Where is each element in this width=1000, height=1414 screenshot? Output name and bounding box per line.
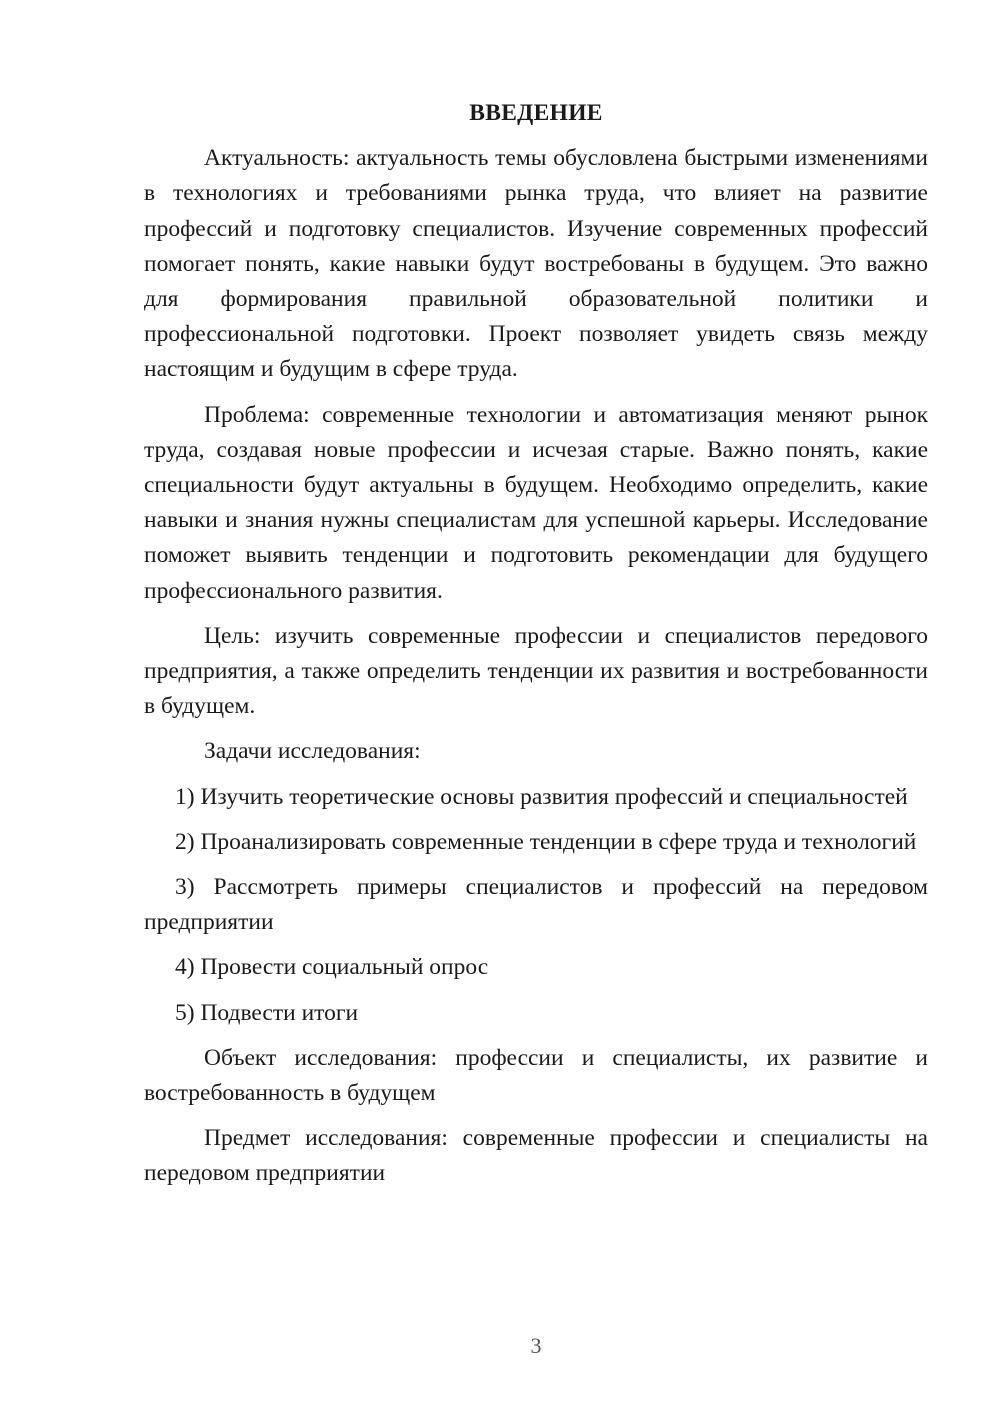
task-item-3: 3) Рассмотреть примеры специалистов и профессий на передовом предприятии [144, 874, 928, 936]
research-object-paragraph: Объект исследования: профессии и специалисты, их развитие и востребованность в будущем [144, 1044, 928, 1107]
tasks-heading: Задачи исследования: [204, 738, 421, 765]
goal-paragraph: Цель: изучить современные профессии и специалистов передового предприятия, а также определить тенденции их развития и востребованности в будущем. [144, 622, 928, 720]
research-subject-paragraph: Предмет исследования: современные профессии и специалисты на передовом предприятии [144, 1125, 928, 1187]
task-item-2: 2) Проанализировать современные тенденции в сфере труда и технологий [175, 828, 917, 855]
problem-paragraph: Проблема: современные технологии и автоматизация меняют рынок труда, создавая новые профессии и исчезая старые. Важно понять, какие специальности будут актуальны в будущем. Необходимо определить, какие навыки и знания нужны специалистам для успешной карьеры. Исследование поможет выявить тенденции и подготовить рекомендации для будущего профессионального развития. [144, 401, 928, 604]
page-number: 3 [530, 1333, 542, 1358]
task-item-4: 4) Провести социальный опрос [175, 954, 489, 981]
relevance-paragraph: Актуальность: актуальность темы обусловлена быстрыми изменениями в технологиях и требованиями рынка труда, что влияет на развитие профессий и подготовку специалистов. Изучение современных профессий помогает понять, какие навыки будут востребованы в будущем. Это важно для формирования правильной образовательной политики и профессиональной подготовки. Проект позволяет увидеть связь между настоящим и будущим в сфере труда. [144, 145, 928, 383]
task-item-1: 1) Изучить теоретические основы развития профессий и специальностей [175, 783, 908, 810]
task-item-5: 5) Подвести итоги [175, 999, 359, 1026]
section-heading: ВВЕДЕНИЕ [469, 100, 603, 126]
page-content [144, 96, 928, 1202]
